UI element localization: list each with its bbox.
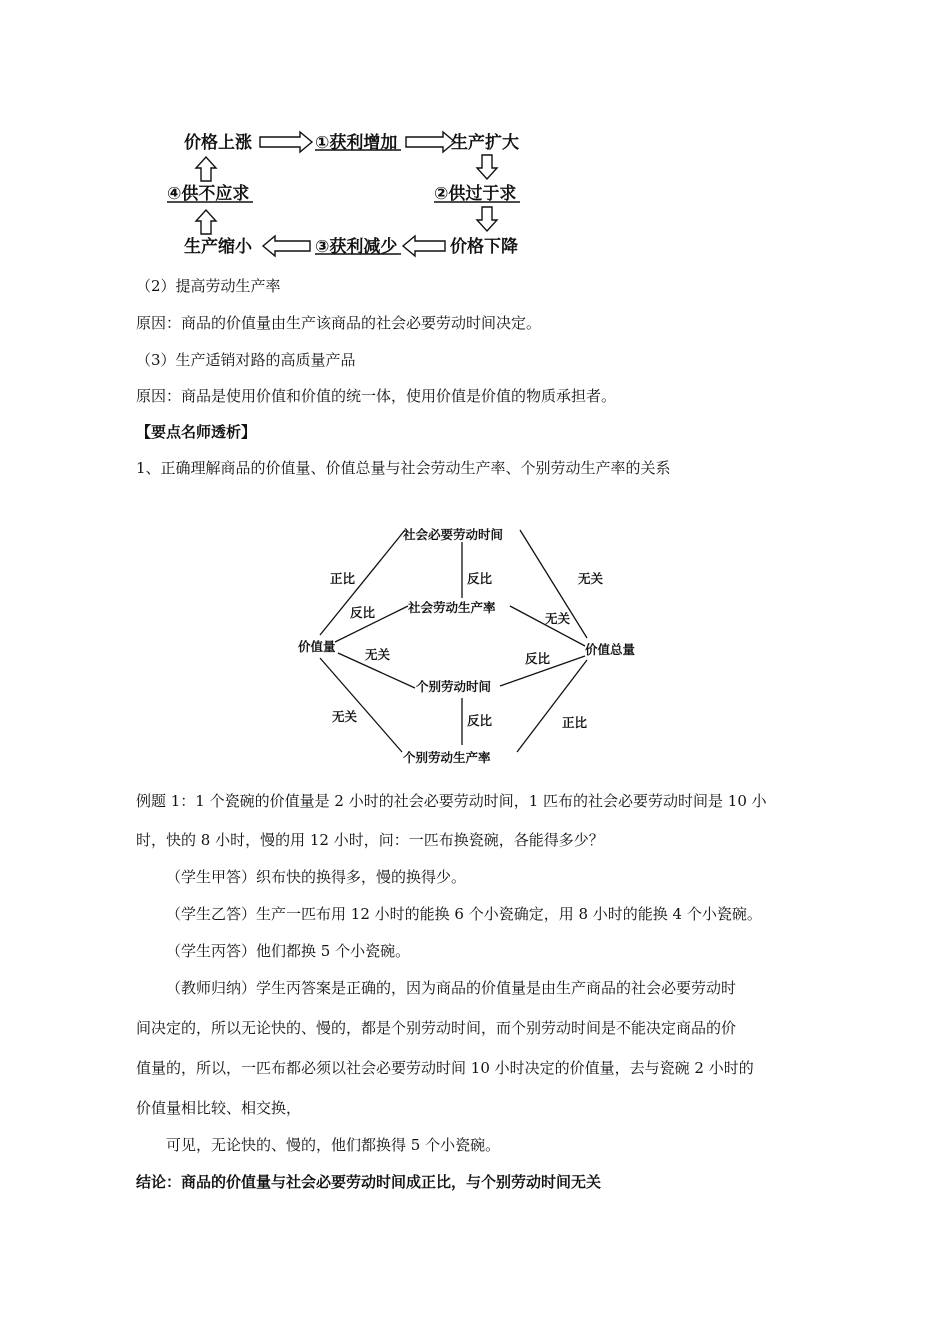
node-individual-time: 个别劳动时间 <box>416 679 492 694</box>
node-individual-productivity: 个别劳动生产率 <box>403 750 491 765</box>
cycle-profit-down: ③获利减少 <box>315 237 398 257</box>
label-socialtime-total: 无关 <box>578 571 604 586</box>
teacher-line-2: 间决定的，所以无论快的、慢的，都是个别劳动时间，而个别劳动时间是不能决定商品的价 <box>136 1019 737 1037</box>
arrow-down-1 <box>477 155 497 179</box>
arrow-left-2 <box>403 236 445 256</box>
conclusion: 结论：商品的价值量与社会必要劳动时间成正比，与个别劳动时间无关 <box>136 1173 602 1191</box>
cycle-oversupply: ②供过于求 <box>434 184 517 204</box>
answer-b: （学生乙答）生产一匹布用 12 小时的能换 6 个小瓷确定，用 8 小时的能换 4 个小瓷碗。 <box>166 905 762 923</box>
reason-1: 原因：商品的价值量由生产该商品的社会必要劳动时间决定。 <box>136 314 542 332</box>
node-social-productivity: 社会劳动生产率 <box>408 600 496 615</box>
arrow-up-2 <box>196 210 216 234</box>
answer-a: （学生甲答）织布快的换得多，慢的换得少。 <box>166 868 467 886</box>
answer-c: （学生丙答）他们都换 5 个小瓷碗。 <box>166 942 411 960</box>
teacher-line-1: （教师归纳）学生丙答案是正确的，因为商品的价值量是由生产商品的社会必要劳动时 <box>166 979 737 997</box>
label-socialtime-productivity: 反比 <box>467 571 493 586</box>
arrow-right-2 <box>406 132 455 152</box>
label-indtime-indprod: 反比 <box>467 713 493 728</box>
relationship-diagram <box>290 520 650 770</box>
label-value-socialprod: 反比 <box>350 605 376 620</box>
arrow-down-2 <box>477 207 497 231</box>
cycle-price-up: 价格上涨 <box>184 133 252 153</box>
arrow-left-1 <box>263 236 310 256</box>
example-line-2: 时，快的 8 小时，慢的用 12 小时，问：一匹布换瓷碗，各能得多少？ <box>136 831 604 849</box>
node-value-amount: 价值量 <box>298 639 336 654</box>
label-total-indprod: 正比 <box>562 715 588 730</box>
arrow-right-1 <box>260 132 312 152</box>
label-value-indtime: 无关 <box>365 647 391 662</box>
cycle-undersupply: ④供不应求 <box>167 184 250 204</box>
label-value-socialtime: 正比 <box>330 571 356 586</box>
reason-2: 原因：商品是使用价值和价值的统一体，使用价值是价值的物质承担者。 <box>136 387 617 405</box>
item-2: （2）提高劳动生产率 <box>136 277 281 295</box>
cycle-production-expand: 生产扩大 <box>451 133 519 153</box>
node-social-time: 社会必要劳动时间 <box>403 527 504 542</box>
cycle-price-down: 价格下降 <box>450 237 518 257</box>
cycle-profit-up: ①获利增加 <box>315 133 398 153</box>
label-value-indprod: 无关 <box>332 709 358 724</box>
item-3: （3）生产适销对路的高质量产品 <box>136 351 356 369</box>
arrow-up-1 <box>196 157 216 181</box>
teacher-line-3: 值量的，所以，一匹布都必须以社会必要劳动时间 10 小时决定的价值量，去与瓷碗 2 小时的 <box>136 1059 754 1077</box>
label-socialprod-total: 无关 <box>545 611 571 626</box>
summary: 可见，无论快的、慢的，他们都换得 5 个小瓷碗。 <box>166 1136 501 1154</box>
example-line-1: 例题 1：1 个瓷碗的价值量是 2 小时的社会必要劳动时间，1 匹布的社会必要劳动时间是 10 小 <box>136 792 767 810</box>
label-total-indtime: 反比 <box>525 651 551 666</box>
section-heading: 【要点名师透析】 <box>136 423 257 441</box>
cycle-production-shrink: 生产缩小 <box>184 237 252 257</box>
point-1: 1、正确理解商品的价值量、价值总量与社会劳动生产率、个别劳动生产率的关系 <box>136 459 671 477</box>
node-total-value: 价值总量 <box>585 642 636 657</box>
teacher-line-4: 价值量相比较、相交换， <box>136 1099 302 1117</box>
market-cycle-diagram <box>160 125 540 265</box>
